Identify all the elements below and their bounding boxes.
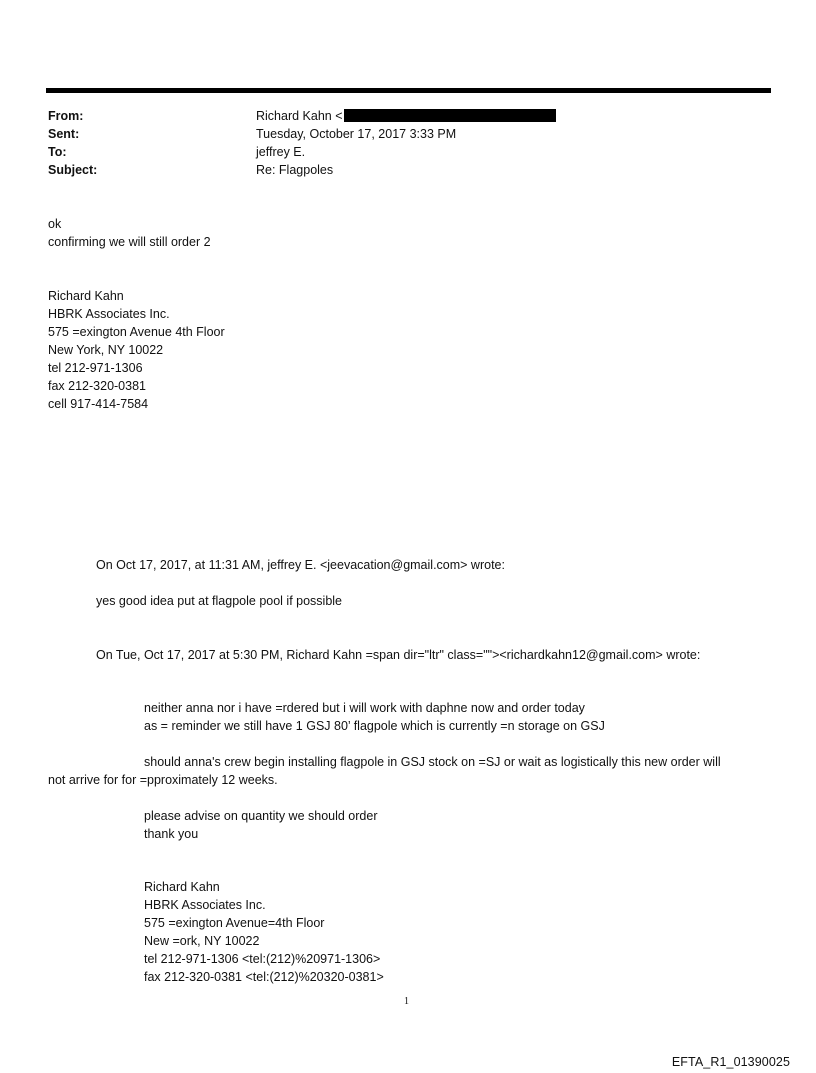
reply-line: confirming we will still order 2	[48, 235, 211, 249]
quote-text: please advise on quantity we should order	[144, 809, 378, 823]
signature-line: New York, NY 10022	[48, 343, 164, 357]
signature-line: fax 212-320-0381	[48, 379, 146, 393]
quote-signature-line: tel 212-971-1306 <tel:(212)%20971-1306>	[144, 952, 381, 966]
quote-header: On Tue, Oct 17, 2017 at 5:30 PM, Richard Kahn =span dir="ltr" class=""><richardkahn12@gmail.com> wrote:	[96, 648, 701, 662]
from-label: From:	[48, 109, 84, 123]
quote-signature-line: fax 212-320-0381 <tel:(212)%20320-0381>	[144, 970, 384, 984]
from-value	[256, 108, 556, 124]
page-number: 1	[404, 996, 409, 1007]
quote-text: as = reminder we still have 1 GSJ 80’ flagpole which is currently =n storage on GSJ	[144, 719, 605, 733]
quote-text: yes good idea put at flagpole pool if possible	[96, 594, 343, 608]
signature-line: Richard Kahn	[48, 289, 124, 303]
quote-text: thank you	[144, 827, 199, 841]
to-label: To:	[48, 145, 67, 159]
header-rule	[46, 88, 771, 93]
to-value: jeffrey E.	[256, 145, 306, 159]
quote-signature-line: 575 =exington Avenue=4th Floor	[144, 916, 325, 930]
from-name: Richard Kahn <	[256, 109, 343, 123]
redaction-box	[344, 109, 556, 122]
quote-signature-line: HBRK Associates Inc.	[144, 898, 266, 912]
signature-line: 575 =exington Avenue 4th Floor	[48, 325, 225, 339]
document-id: EFTA_R1_01390025	[671, 1055, 790, 1069]
signature-line: tel 212-971-1306	[48, 361, 143, 375]
subject-label: Subject:	[48, 163, 98, 177]
reply-line: ok	[48, 217, 62, 231]
sent-label: Sent:	[48, 127, 80, 141]
quote-header: On Oct 17, 2017, at 11:31 AM, jeffrey E. <jeevacation@gmail.com> wrote:	[96, 558, 505, 572]
quote-signature-line: Richard Kahn	[144, 880, 220, 894]
quote-text: neither anna nor i have =rdered but i will work with daphne now and order today	[144, 701, 585, 715]
signature-line: HBRK Associates Inc.	[48, 307, 170, 321]
quote-text: not arrive for for =pproximately 12 weeks.	[48, 773, 278, 787]
quote-text: should anna's crew begin installing flagpole in GSJ stock on =SJ or wait as logistically this new order will	[144, 755, 721, 769]
sent-value: Tuesday, October 17, 2017 3:33 PM	[256, 127, 457, 141]
subject-value: Re: Flagpoles	[256, 163, 334, 177]
signature-line: cell 917-414-7584	[48, 397, 149, 411]
quote-signature-line: New =ork, NY 10022	[144, 934, 260, 948]
